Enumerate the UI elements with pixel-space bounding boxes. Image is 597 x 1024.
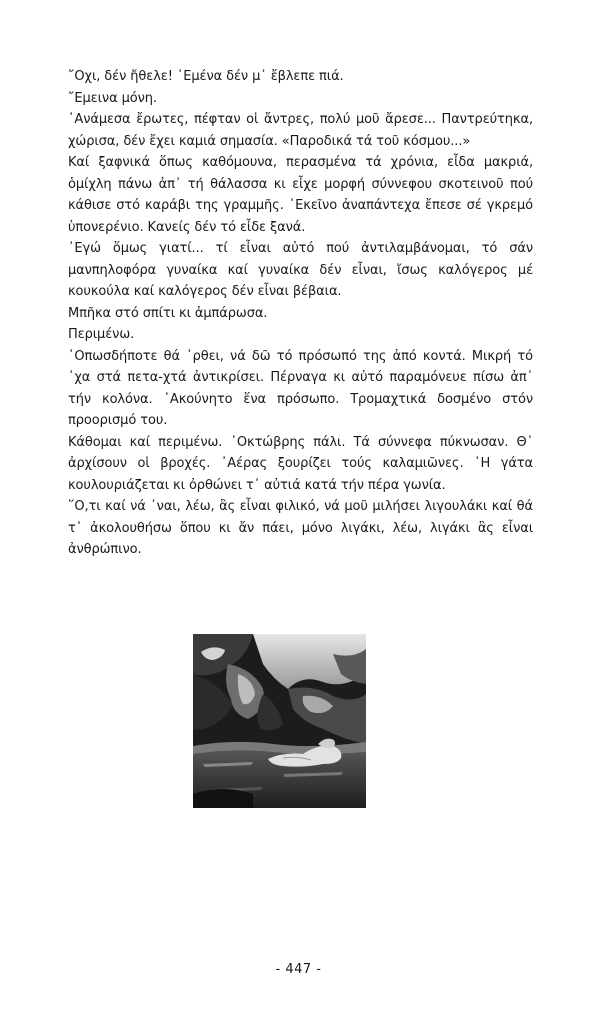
paragraph-10: ῞Ο,τι καί νά ᾽ναι, λέω, ἂς εἶναι φιλικό, νά μοῦ μιλήσει λιγουλάκι καί θά τ᾽ ἀκολουθήσω ὅπου κι ἄν πάει, μόνο λιγάκι, λέω, λιγάκι ἂς εἶναι ἀνθρώπινο. xyxy=(68,499,533,557)
paragraph-9: Κάθομαι καί περιμένω. ᾽Οκτώβρης πάλι. Τά σύννεφα πύκνωσαν. Θ᾽ ἀρχίσουν οἱ βροχές. ᾽Αέρας ξουρίζει τούς καλαμιῶνες. ῾Η γάτα κουλουριάζεται κι ὀρθώνει τ᾽ αὐτιά κατά τήν πέρα γωνία. xyxy=(68,434,533,493)
paragraph-2: ῎Εμεινα μόνη. xyxy=(68,90,157,106)
paragraph-5: ᾽Εγώ ὅμως γιατί... τί εἶναι αὐτό πού ἀντιλαμβάνομαι, τό σάν μανπηλοφόρα γυναίκα καί γυναίκα δέν εἶναι, ἴσως καλόγερος μέ κουκούλα καί καλόγερος δέν εἶναι βέβαια. xyxy=(68,241,533,299)
illustration-engraving xyxy=(193,634,366,808)
page-number: - 447 - xyxy=(275,962,322,977)
paragraph-1: ῎Οχι, δέν ἤθελε! ᾽Εμένα δέν μ᾽ ἔβλεπε πιά. xyxy=(68,69,344,84)
paragraph-8: ῾Οπωσδήποτε θά ᾽ρθει, νά δῶ τό πρόσωπό της ἀπό κοντά. Μικρή τό ᾽χα στά πετα-χτά ἀντικρίσει. Πέρναγα κι αὐτό παραμόνευε πίσω ἀπ᾽ τήν κολόνα. ᾽Ακούνητο ἕνα πρόσωπο. Τρομαχτικά δοσμένο στόν προορισμό του. xyxy=(68,348,533,428)
reclining-figure-landscape-image xyxy=(193,634,366,808)
paragraph-4: Καί ξαφνικά ὅπως καθόμουνα, περασμένα τά χρόνια, εἶδα μακριά, ὁμίχλη πάνω ἀπ᾽ τή θάλασσα κι εἶχε μορφή σύννεφου σκοτεινοῦ πού κάθισε στό καράβι της γραμμῆς. ᾽Εκεῖνο ἀναπάντεχα ἔπεσε σέ γκρεμό ὑπονερένιο. Κανείς δέν τό εἶδε ξανά. xyxy=(68,155,533,235)
paragraph-3: ᾽Ανάμεσα ἔρωτες, πέφταν οἱ ἄντρες, πολύ μοῦ ἄρεσε... Παντρεύτηκα, χώρισα, δέν ἔχει καμιά σημασία. «Παροδικά τά τοῦ κόσμου...» xyxy=(68,112,533,149)
paragraph-6: Μπῆκα στό σπίτι κι ἀμπάρωσα. xyxy=(68,305,268,321)
body-text xyxy=(68,66,533,561)
paragraph-7: Περιμένω. xyxy=(68,327,135,342)
